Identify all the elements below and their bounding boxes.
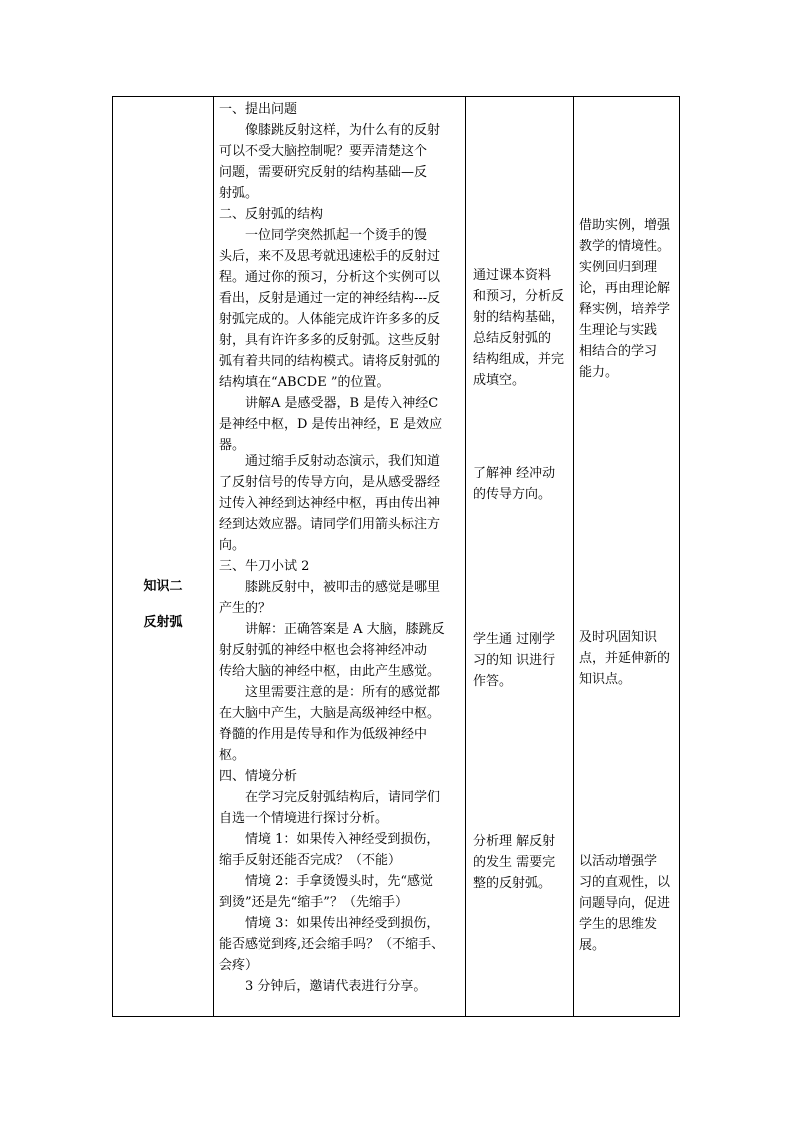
content-line: 缩手反射还能否完成？（不能） — [219, 853, 402, 868]
design-intent-2 — [579, 627, 677, 690]
student-activity-1 — [473, 265, 569, 391]
student-line: 习的知 识进行 — [473, 653, 556, 668]
student-activity-2 — [473, 463, 569, 505]
design-intent-3 — [579, 851, 677, 956]
intent-line: 学生的思维发 — [579, 917, 658, 932]
design-intent-1 — [579, 215, 677, 383]
student-activity-3 — [473, 629, 569, 692]
intent-line: 展。 — [579, 938, 606, 953]
intent-line: 能力。 — [579, 365, 619, 380]
intent-line: 实例回归到理 — [579, 260, 658, 275]
content-line: 3 分钟后，邀请代表进行分享。 — [245, 979, 427, 994]
content-line: 过传入神经到达神经中枢，再由传出神 — [219, 496, 441, 511]
content-line: 这里需要注意的是：所有的感觉都 — [245, 685, 441, 700]
content-line: 结构填在“ABCDE ”的位置。 — [219, 375, 390, 390]
intent-line: 论，再由理论解 — [579, 281, 671, 296]
content-line: 程。通过你的预习，分析这个实例可以 — [219, 270, 441, 285]
intent-line: 及时巩固知识 — [579, 630, 658, 645]
content-block-2 — [219, 451, 463, 997]
content-line: 会疼） — [219, 958, 259, 973]
student-line: 的传导方向。 — [473, 487, 552, 502]
content-line: 传给大脑的神经中枢，由此产生感觉。 — [219, 664, 441, 679]
intent-line: 问题导向，促进 — [579, 896, 671, 911]
intent-line: 以活动增强学 — [579, 854, 658, 869]
student-line: 学生通 过刚学 — [473, 632, 556, 647]
intent-line: 生理论与实践 — [579, 323, 658, 338]
student-line: 和预习，分析反 — [473, 289, 565, 304]
content-line: 了反射信号的传导方向，是从感受器经 — [219, 475, 441, 490]
student-line: 结构组成，并完 — [473, 352, 565, 367]
section-label-line2: 反射弧 — [143, 615, 183, 630]
content-line: 射弧。 — [219, 186, 259, 201]
content-line: 弧有着共同的结构模式。请将反射弧的 — [219, 354, 441, 369]
student-line: 整的反射弧。 — [473, 876, 552, 891]
content-line: 通过缩手反射动态演示，我们知道 — [245, 454, 441, 469]
heading-practice: 三、牛刀小试 2 — [219, 559, 310, 574]
student-line: 总结反射弧的 — [473, 331, 552, 346]
content-line: 像膝跳反射这样，为什么有的反射 — [245, 123, 441, 138]
content-line: 在大脑中产生，大脑是高级神经中枢。 — [219, 706, 441, 721]
student-line: 分析理 解反射 — [473, 834, 556, 849]
intent-line: 知识点。 — [579, 672, 632, 687]
student-line: 射的结构基础， — [473, 310, 565, 325]
heading-reflex-arc-structure: 二、反射弧的结构 — [219, 207, 324, 222]
content-line: 向。 — [219, 538, 246, 553]
content-line: 脊髓的作用是传导和作为低级神经中 — [219, 727, 428, 742]
content-line: 是神经中枢，D 是传出神经，E 是效应 — [219, 417, 443, 432]
student-line: 了解神 经冲动 — [473, 466, 556, 481]
heading-scenario-analysis: 四、情境分析 — [219, 769, 298, 784]
content-line: 自选一个情境进行探讨分析。 — [219, 811, 389, 826]
content-line: 讲解：正确答案是 A 大脑，膝跳反 — [245, 622, 445, 637]
content-line: 情境 3：如果传出神经受到损伤， — [245, 916, 440, 931]
content-block-1 — [219, 99, 463, 456]
content-line: 能否感觉到疼,还会缩手吗？（不缩手、 — [219, 937, 445, 952]
intent-line: 点，并延伸新的 — [579, 651, 671, 666]
content-line: 产生的？ — [219, 601, 272, 616]
section-label-line1: 知识二 — [143, 579, 183, 594]
column-divider — [573, 97, 574, 1016]
content-line: 看出，反射是通过一定的神经结构---反 — [219, 291, 441, 306]
content-line: 情境 1：如果传入神经受到损伤， — [245, 832, 440, 847]
intent-line: 习的直观性，以 — [579, 875, 671, 890]
content-line: 射，具有许许多多的反射弧。这些反射 — [219, 333, 441, 348]
content-line: 器。 — [219, 438, 246, 453]
content-line: 问题，需要研究反射的结构基础—反 — [219, 165, 428, 180]
intent-line: 借助实例，增强 — [579, 218, 671, 233]
heading-raise-question: 一、提出问题 — [219, 102, 298, 117]
content-line: 情境 2：手拿烫馒头时，先“感觉 — [245, 874, 434, 889]
content-line: 一位同学突然抓起一个烫手的馒 — [245, 228, 428, 243]
student-line: 的发生 需要完 — [473, 855, 556, 870]
content-line: 到烫”还是先“缩手”？（先缩手） — [219, 895, 408, 910]
content-line: 经到达效应器。请同学们用箭头标注方 — [219, 517, 441, 532]
content-line: 射反射弧的神经中枢也会将神经冲动 — [219, 643, 428, 658]
content-line: 膝跳反射中，被叩击的感觉是哪里 — [245, 580, 441, 595]
content-line: 可以不受大脑控制呢？要弄清楚这个 — [219, 144, 428, 159]
content-line: 枢。 — [219, 748, 246, 763]
student-activity-4 — [473, 831, 569, 894]
lesson-table — [112, 96, 680, 1017]
intent-line: 教学的情境性。 — [579, 239, 671, 254]
student-line: 作答。 — [473, 674, 513, 689]
content-line: 在学习完反射弧结构后，请同学们 — [245, 790, 441, 805]
content-line: 讲解A 是感受器，B 是传入神经C — [245, 396, 439, 411]
student-line: 通过课本资料 — [473, 268, 552, 283]
content-line: 头后，来不及思考就迅速松手的反射过 — [219, 249, 441, 264]
student-line: 成填空。 — [473, 373, 526, 388]
column-divider — [465, 97, 466, 1016]
content-line: 射弧完成的。人体能完成许许多多的反 — [219, 312, 441, 327]
intent-line: 相结合的学习 — [579, 344, 658, 359]
column-divider — [213, 97, 214, 1016]
intent-line: 释实例，培养学 — [579, 302, 671, 317]
